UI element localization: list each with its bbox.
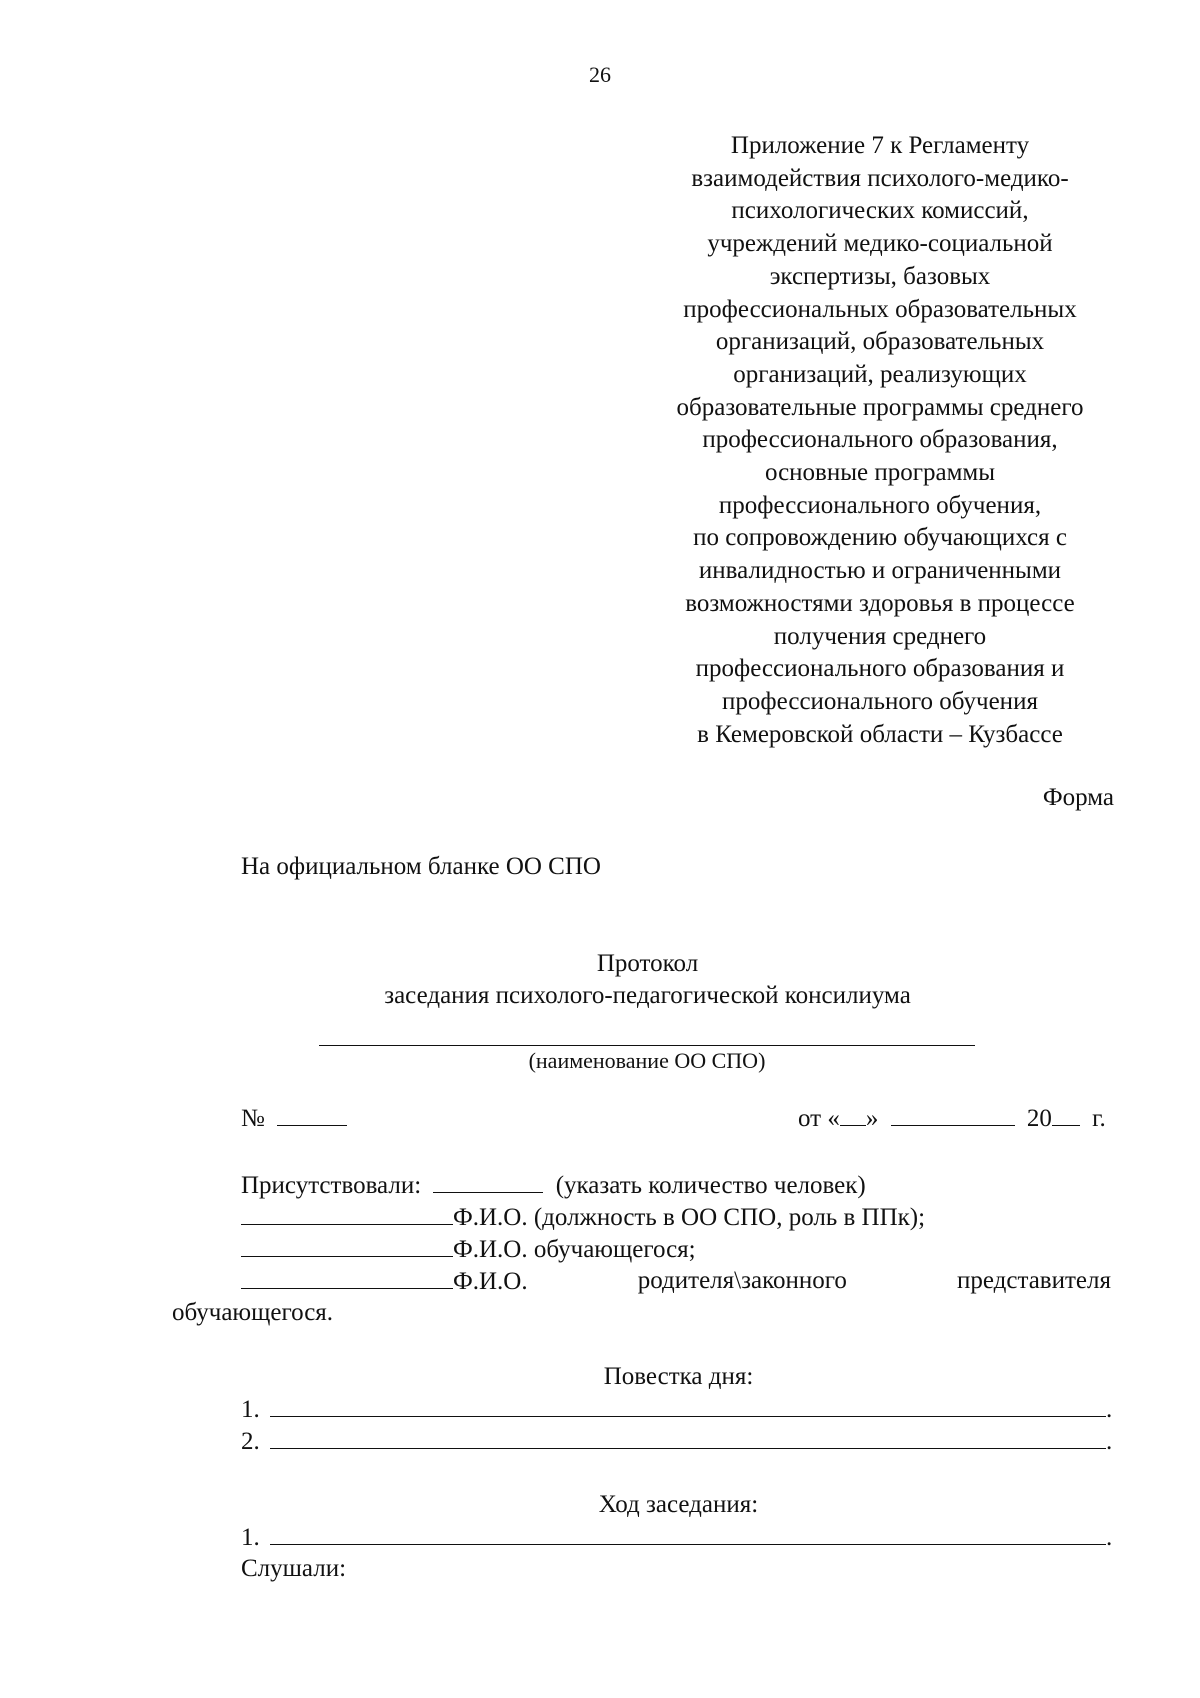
agenda-item xyxy=(241,1426,1112,1457)
day-blank xyxy=(840,1103,866,1126)
attendee-line-parent xyxy=(241,1266,1111,1297)
appendix-line: профессионального обучения, xyxy=(718,491,1042,519)
organization-name-caption: (наименование ОО СПО) xyxy=(528,1048,766,1073)
attendee-line-parent-cont: обучающегося. xyxy=(172,1299,334,1326)
year-suffix: г. xyxy=(1092,1105,1106,1132)
appendix-line: в Кемеровской области – Кузбассе xyxy=(697,720,1063,748)
appendix-line: инвалидностью и ограниченными xyxy=(698,557,1062,585)
proceedings-title: Ход заседания: xyxy=(598,1491,759,1518)
student-name-blank xyxy=(241,1234,453,1257)
proceedings-item xyxy=(241,1522,1112,1553)
protocol-title: Протокол xyxy=(596,950,699,977)
appendix-line: получения среднего xyxy=(773,622,987,650)
attendees-row xyxy=(241,1170,866,1201)
letterhead-note: На официальном бланке ОО СПО xyxy=(241,853,601,880)
appendix-line: профессионального образования, xyxy=(702,426,1058,454)
appendix-line: Приложение 7 к Регламенту xyxy=(730,132,1030,159)
number-sign: № xyxy=(241,1105,265,1132)
appendix-line: профессионального обучения xyxy=(722,687,1038,715)
page-number: 26 xyxy=(589,62,611,87)
appendix-line: основные программы xyxy=(764,459,996,487)
organization-name-line xyxy=(319,1045,975,1046)
agenda-item-number: 2. xyxy=(241,1428,260,1455)
attendee-line-staff xyxy=(241,1202,925,1233)
appendix-line: взаимодействия психолого-медико- xyxy=(691,164,1069,192)
year-prefix: 20 xyxy=(1026,1105,1052,1132)
agenda-item-end: . xyxy=(1106,1428,1113,1455)
number-blank xyxy=(277,1103,347,1126)
appendix-line: организаций, реализующих xyxy=(733,360,1027,388)
attendees-label: Присутствовали: xyxy=(241,1172,422,1199)
attendee-line-student xyxy=(241,1234,696,1265)
appendix-line: возможностями здоровья в процессе xyxy=(685,589,1075,617)
month-blank xyxy=(891,1103,1015,1126)
heard-label: Слушали: xyxy=(241,1555,347,1582)
attendees-count-hint: (указать количество человек) xyxy=(555,1172,866,1199)
proceedings-item-end: . xyxy=(1106,1524,1113,1551)
appendix-line: профессиональных образовательных xyxy=(683,295,1077,323)
protocol-subtitle: заседания психолого-педагогической консилиума xyxy=(384,982,911,1009)
protocol-date xyxy=(798,1103,1106,1134)
protocol-heading xyxy=(0,948,1200,1012)
proceedings-item-blank xyxy=(270,1522,1106,1545)
appendix-line: профессионального образования и xyxy=(695,655,1065,683)
agenda-item-blank xyxy=(270,1394,1106,1417)
date-from-label: от « xyxy=(798,1105,840,1132)
appendix-line: учреждений медико-социальной xyxy=(707,230,1053,258)
student-line-text: Ф.И.О. обучающегося; xyxy=(453,1236,696,1263)
protocol-number xyxy=(241,1103,347,1134)
appendix-line: по сопровождению обучающихся с xyxy=(693,524,1067,552)
attendees-count-blank xyxy=(433,1170,543,1193)
form-label: Форма xyxy=(1042,784,1114,811)
agenda-title: Повестка дня: xyxy=(603,1363,754,1390)
appendix-line: образовательные программы среднего xyxy=(676,393,1084,421)
parent-line-word3: представителя xyxy=(957,1267,1111,1294)
parent-name-blank xyxy=(241,1266,453,1289)
date-quote-close: » xyxy=(865,1105,879,1132)
staff-name-blank xyxy=(241,1202,453,1225)
year-blank xyxy=(1052,1103,1080,1126)
agenda-item-blank xyxy=(270,1426,1106,1449)
parent-line-word2: родителя\законного xyxy=(637,1267,847,1294)
agenda-item-number: 1. xyxy=(241,1396,260,1423)
agenda-item xyxy=(241,1394,1112,1425)
staff-line-text: Ф.И.О. (должность в ОО СПО, роль в ППк); xyxy=(453,1204,926,1231)
parent-line-word1: Ф.И.О. xyxy=(453,1268,528,1295)
appendix-line: психологических комиссий, xyxy=(731,197,1029,225)
agenda-item-end: . xyxy=(1106,1396,1113,1423)
proceedings-item-number: 1. xyxy=(241,1524,260,1551)
appendix-line: экспертизы, базовых xyxy=(769,262,991,290)
appendix-header xyxy=(620,130,1140,751)
appendix-line: организаций, образовательных xyxy=(715,328,1045,356)
